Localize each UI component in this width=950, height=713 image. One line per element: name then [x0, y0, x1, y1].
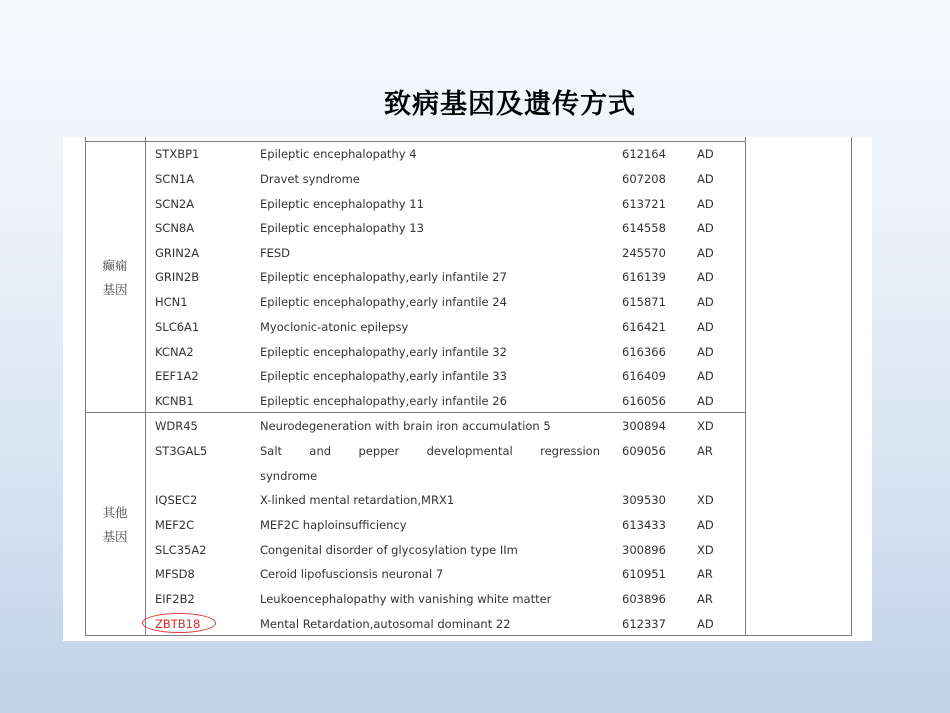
inheritance-mode: AR [697, 567, 713, 581]
table-row [63, 192, 872, 216]
group-label-line: 基因 [102, 282, 128, 297]
group-label-line: 癫痫 [102, 258, 128, 273]
omim-number: 616366 [622, 345, 666, 359]
table-row [63, 241, 872, 265]
inheritance-mode: AD [697, 394, 714, 408]
omim-number: 613721 [622, 197, 666, 211]
disease-name: Epileptic encephalopathy,early infantile 32 [260, 345, 507, 359]
table-row [63, 587, 872, 611]
inheritance-mode: AD [697, 221, 714, 235]
gene-symbol: WDR45 [155, 419, 198, 433]
inheritance-mode: AD [697, 617, 714, 631]
disease-name: Epileptic encephalopathy,early infantile 26 [260, 394, 507, 408]
disease-name: Ceroid lipofuscionsis neuronal 7 [260, 567, 444, 581]
inheritance-mode: AD [697, 345, 714, 359]
disease-name: Epileptic encephalopathy 4 [260, 147, 417, 161]
table-row [63, 513, 872, 537]
group-label-line: 基因 [102, 529, 128, 544]
omim-number: 616409 [622, 369, 666, 383]
gene-symbol: SCN1A [155, 172, 195, 186]
disease-name: Leukoencephalopathy with vanishing white matter [260, 592, 552, 606]
omim-number: 300894 [622, 419, 666, 433]
table-row [63, 265, 872, 289]
table-row [63, 364, 872, 388]
disease-name: Dravet syndrome [260, 172, 360, 186]
disease-name: Mental Retardation,autosomal dominant 22 [260, 617, 511, 631]
inheritance-mode: XD [697, 493, 714, 507]
table-row [63, 439, 872, 463]
inheritance-mode: AR [697, 444, 713, 458]
table-row [63, 562, 872, 586]
gene-symbol: ZBTB18 [155, 617, 201, 631]
omim-number: 616056 [622, 394, 666, 408]
table-row [63, 340, 872, 364]
inheritance-mode: AD [697, 320, 714, 334]
disease-name: Salt and pepper developmental regression [260, 444, 600, 458]
inheritance-mode: AD [697, 518, 714, 532]
omim-number: 603896 [622, 592, 666, 606]
table-row [63, 488, 872, 512]
gene-table-image [63, 137, 872, 641]
gene-symbol: STXBP1 [155, 147, 200, 161]
group-label-line: 其他 [102, 505, 128, 520]
table-row [63, 142, 872, 166]
omim-number: 613433 [622, 518, 666, 532]
inheritance-mode: AD [697, 246, 714, 260]
omim-number: 607208 [622, 172, 666, 186]
table-row [63, 389, 872, 413]
inheritance-mode: AD [697, 147, 714, 161]
omim-number: 612164 [622, 147, 666, 161]
disease-name: Myoclonic-atonic epilepsy [260, 320, 409, 334]
gene-symbol: HCN1 [155, 295, 188, 309]
gene-symbol: EEF1A2 [155, 369, 199, 383]
disease-name: Epileptic encephalopathy,early infantile 33 [260, 369, 507, 383]
gene-symbol: GRIN2B [155, 270, 200, 284]
disease-name: MEF2C haploinsufficiency [260, 518, 407, 532]
gene-symbol: ST3GAL5 [155, 444, 208, 458]
table-row-continuation [63, 464, 872, 488]
gene-symbol: MFSD8 [155, 567, 195, 581]
disease-name: Epileptic encephalopathy 13 [260, 221, 424, 235]
inheritance-mode: AR [697, 592, 713, 606]
omim-number: 610951 [622, 567, 666, 581]
omim-number: 309530 [622, 493, 666, 507]
red-highlight-ellipse [142, 613, 216, 633]
table-row [63, 315, 872, 339]
gene-symbol: KCNA2 [155, 345, 194, 359]
omim-number: 615871 [622, 295, 666, 309]
inheritance-mode: XD [697, 543, 714, 557]
inheritance-mode: AD [697, 270, 714, 284]
disease-name: Epileptic encephalopathy,early infantile 27 [260, 270, 507, 284]
gene-symbol: IQSEC2 [155, 493, 198, 507]
gene-symbol: SLC6A1 [155, 320, 200, 334]
table-row [63, 538, 872, 562]
table-row [63, 216, 872, 240]
omim-number: 616421 [622, 320, 666, 334]
omim-number: 609056 [622, 444, 666, 458]
table-row [63, 167, 872, 191]
gene-symbol: EIF2B2 [155, 592, 195, 606]
table-row [63, 290, 872, 314]
omim-number: 614558 [622, 221, 666, 235]
disease-name-continuation: syndrome [260, 469, 318, 483]
omim-number: 245570 [622, 246, 666, 260]
omim-number: 300896 [622, 543, 666, 557]
gene-symbol: KCNB1 [155, 394, 194, 408]
omim-number: 616139 [622, 270, 666, 284]
disease-name: FESD [260, 246, 291, 260]
gene-symbol: GRIN2A [155, 246, 200, 260]
inheritance-mode: AD [697, 197, 714, 211]
inheritance-mode: XD [697, 419, 714, 433]
gene-symbol: SCN2A [155, 197, 195, 211]
disease-name: Congenital disorder of glycosylation type IIm [260, 543, 518, 557]
gene-symbol: SLC35A2 [155, 543, 207, 557]
disease-name: Epileptic encephalopathy 11 [260, 197, 424, 211]
gene-symbol: MEF2C [155, 518, 195, 532]
inheritance-mode: AD [697, 369, 714, 383]
inheritance-mode: AD [697, 295, 714, 309]
table-row [63, 414, 872, 438]
omim-number: 612337 [622, 617, 666, 631]
gene-symbol: SCN8A [155, 221, 195, 235]
disease-name: Epileptic encephalopathy,early infantile 24 [260, 295, 507, 309]
disease-name: X-linked mental retardation,MRX1 [260, 493, 455, 507]
inheritance-mode: AD [697, 172, 714, 186]
slide-title: 致病基因及遗传方式 [384, 89, 636, 120]
disease-name: Neurodegeneration with brain iron accumulation 5 [260, 419, 551, 433]
